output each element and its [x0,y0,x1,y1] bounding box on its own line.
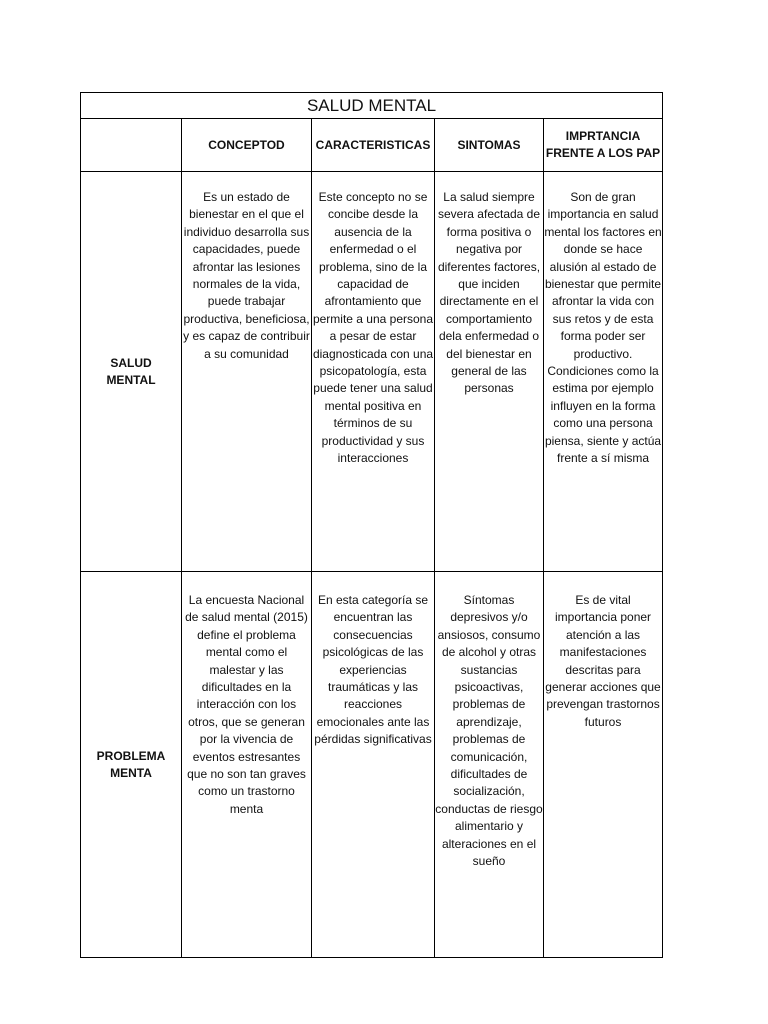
header-caracteristicas: CARACTERISTICAS [312,119,435,172]
salud-mental-table [80,92,663,958]
cell-sintomas: Síntomas depresivos y/o ansiosos, consumo de alcohol y otras sustancias psicoactivas, problemas de aprendizaje, problemas de comunicación, dificultades de socialización, conductas de riesgo alimentario y alteraciones en el sueño [435,572,544,958]
cell-importancia: Es de vital importancia poner atención a las manifestaciones descritas para generar acciones que prevengan trastornos futuros [544,572,663,958]
table-row [81,172,663,572]
row-label-text: SALUD MENTAL [106,355,156,387]
header-row [81,119,663,172]
cell-sintomas: La salud siempre severa afectada de forma positiva o negativa por diferentes factores, que inciden directamente en el comportamiento dela enfermedad o del bienestar en general de las personas [435,172,544,572]
cell-importancia: Son de gran importancia en salud mental los factores en donde se hace alusión al estado de bienestar que permite afrontar la vida con sus retos y de esta forma poder ser productivo. Condiciones como la estima por ejemplo influyen en la forma como una persona piensa, siente y actúa frente a sí misma [544,172,663,572]
table-title: SALUD MENTAL [81,93,663,119]
row-label-text: PROBLEMA MENTA [96,748,166,780]
table-row [81,572,663,958]
cell-concepto: Es un estado de bienestar en el que el individuo desarrolla sus capacidades, puede afrontar las lesiones normales de la vida, puede trabajar productiva, beneficiosa, y es capaz de contribuir a su comunidad [182,172,312,572]
row-label-problema-menta [81,572,182,958]
header-importancia: IMPRTANCIA FRENTE A LOS PAP [544,119,663,172]
cell-concepto: La encuesta Nacional de salud mental (2015) define el problema mental como el malestar y las dificultades en la interacción con los otros, que se generan por la vivencia de eventos estresantes que no son tan graves como un trastorno menta [182,572,312,958]
row-label-salud-mental [81,172,182,572]
cell-caracteristicas: Este concepto no se concibe desde la ausencia de la enfermedad o el problema, sino de la capacidad de afrontamiento que permite a una persona a pesar de estar diagnosticada con una psicopatología, esta puede tener una salud mental positiva en términos de su productividad y sus interacciones [312,172,435,572]
header-sintomas: SINTOMAS [435,119,544,172]
header-concepto: CONCEPTOD [182,119,312,172]
header-empty-cell [81,119,182,172]
cell-caracteristicas: En esta categoría se encuentran las consecuencias psicológicas de las experiencias traumáticas y las reacciones emocionales ante las pérdidas significativas [312,572,435,958]
